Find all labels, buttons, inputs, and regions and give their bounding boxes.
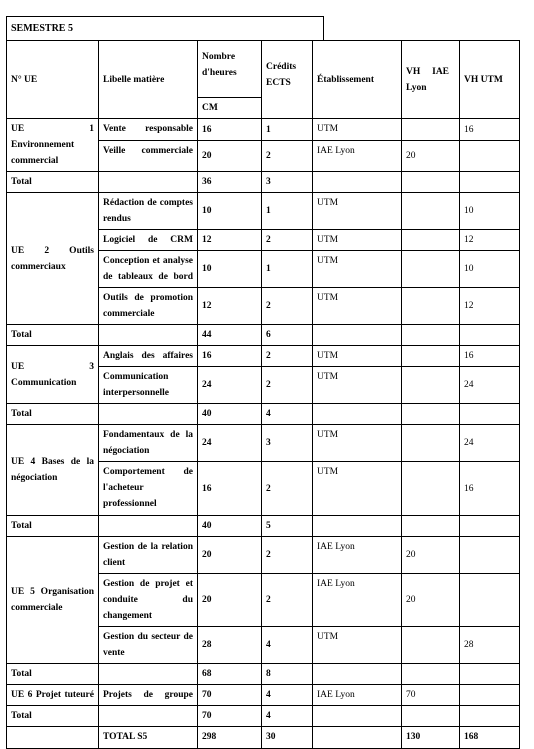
cm-hours: 10: [198, 193, 262, 230]
institution: UTM: [313, 288, 402, 325]
empty-cell: [313, 706, 402, 727]
subject-name: Outils de promotion commerciale: [99, 288, 198, 325]
total-cm: 36: [198, 172, 262, 193]
total-row: [7, 172, 520, 193]
cm-hours: 24: [198, 367, 262, 404]
vh-iae-value: [402, 367, 460, 404]
subject-name: Conception et analyse de tableaux de bord: [99, 251, 198, 288]
subject-name: Rédaction de comptes rendus: [99, 193, 198, 230]
vh-utm-value: 10: [460, 251, 520, 288]
ects-credits: 2: [262, 346, 313, 367]
empty-cell: [460, 664, 520, 685]
course-row: [7, 119, 520, 141]
subject-name: Comportement de l'acheteur professionnel: [99, 462, 198, 516]
empty-cell: [460, 325, 520, 346]
vh-iae-value: [402, 119, 460, 141]
grand-total-label: TOTAL S5: [99, 727, 198, 749]
institution: UTM: [313, 193, 402, 230]
institution: UTM: [313, 119, 402, 141]
vh-utm-value: 10: [460, 193, 520, 230]
cm-hours: 20: [198, 537, 262, 574]
grand-total-cm: 298: [198, 727, 262, 749]
header-hours: Nombre d'heures: [198, 41, 262, 98]
empty-cell: [7, 727, 99, 749]
total-label: Total: [7, 516, 99, 537]
ects-credits: 1: [262, 251, 313, 288]
vh-utm-value: 12: [460, 230, 520, 251]
ue-name: UE 6 Projet tuteuré: [7, 685, 99, 706]
subject-name: Fondamentaux de la négociation: [99, 425, 198, 462]
empty-cell: [313, 727, 402, 749]
ue-name: UE 4 Bases de la négociation: [7, 425, 99, 516]
institution: IAE Lyon: [313, 141, 402, 172]
cm-hours: 28: [198, 627, 262, 664]
institution: IAE Lyon: [313, 537, 402, 574]
total-cm: 68: [198, 664, 262, 685]
subject-name: Anglais des affaires: [99, 346, 198, 367]
vh-iae-value: [402, 346, 460, 367]
grand-total-ects: 30: [262, 727, 313, 749]
ects-credits: 4: [262, 627, 313, 664]
vh-utm-value: [460, 685, 520, 706]
course-row: [7, 346, 520, 367]
subject-name: Vente responsable: [99, 119, 198, 141]
empty-cell: [460, 516, 520, 537]
vh-iae-value: [402, 425, 460, 462]
header-subject: Libelle matière: [99, 41, 198, 119]
total-row: [7, 404, 520, 425]
header-cm: CM: [198, 98, 262, 119]
total-label: Total: [7, 706, 99, 727]
empty-cell: [99, 706, 198, 727]
cm-hours: 20: [198, 141, 262, 172]
total-ects: 5: [262, 516, 313, 537]
ects-credits: 4: [262, 685, 313, 706]
institution: UTM: [313, 462, 402, 516]
ects-credits: 2: [262, 230, 313, 251]
total-label: Total: [7, 325, 99, 346]
ects-credits: 1: [262, 119, 313, 141]
grand-total-row: [7, 727, 520, 749]
vh-iae-value: [402, 193, 460, 230]
total-label: Total: [7, 404, 99, 425]
subject-name: Veille commerciale: [99, 141, 198, 172]
institution: UTM: [313, 251, 402, 288]
course-table-wrapper: [6, 40, 520, 749]
course-row: [7, 685, 520, 706]
header-institution: Établissement: [313, 41, 402, 119]
empty-cell: [402, 172, 460, 193]
cm-hours: 10: [198, 251, 262, 288]
empty-cell: [99, 516, 198, 537]
ue-name: UE 2 Outils commerciaux: [7, 193, 99, 325]
cm-hours: 16: [198, 346, 262, 367]
ue-name: UE 1 Environnement commercial: [7, 119, 99, 172]
total-row: [7, 516, 520, 537]
vh-iae-value: [402, 230, 460, 251]
header-credits: Crédits ECTS: [262, 41, 313, 119]
cm-hours: 12: [198, 288, 262, 325]
ects-credits: 1: [262, 193, 313, 230]
ects-credits: 2: [262, 574, 313, 627]
subject-name: Communication interpersonnelle: [99, 367, 198, 404]
empty-cell: [402, 706, 460, 727]
vh-utm-value: [460, 141, 520, 172]
subject-name: Gestion de la relation client: [99, 537, 198, 574]
empty-cell: [402, 516, 460, 537]
course-table: [6, 40, 520, 749]
institution: UTM: [313, 425, 402, 462]
vh-iae-value: [402, 251, 460, 288]
vh-utm-value: 12: [460, 288, 520, 325]
empty-cell: [402, 664, 460, 685]
total-row: [7, 664, 520, 685]
empty-cell: [99, 172, 198, 193]
vh-utm-value: 16: [460, 462, 520, 516]
ects-credits: 3: [262, 425, 313, 462]
cm-hours: 12: [198, 230, 262, 251]
subject-name: Gestion de projet et conduite du changement: [99, 574, 198, 627]
cm-hours: 24: [198, 425, 262, 462]
cm-hours: 20: [198, 574, 262, 627]
vh-utm-value: 24: [460, 367, 520, 404]
ects-credits: 2: [262, 141, 313, 172]
ue-name: UE 5 Organisation commerciale: [7, 537, 99, 664]
total-row: [7, 325, 520, 346]
header-row: [7, 41, 520, 98]
empty-cell: [313, 404, 402, 425]
vh-iae-value: [402, 462, 460, 516]
total-cm: 40: [198, 516, 262, 537]
institution: UTM: [313, 367, 402, 404]
total-cm: 40: [198, 404, 262, 425]
total-row: [7, 706, 520, 727]
total-ects: 6: [262, 325, 313, 346]
vh-iae-value: [402, 627, 460, 664]
course-row: [7, 425, 520, 462]
empty-cell: [313, 516, 402, 537]
empty-cell: [99, 325, 198, 346]
course-row: [7, 537, 520, 574]
institution: IAE Lyon: [313, 685, 402, 706]
total-label: Total: [7, 172, 99, 193]
empty-cell: [402, 404, 460, 425]
subject-name: Projets de groupe: [99, 685, 198, 706]
vh-utm-value: [460, 574, 520, 627]
institution: IAE Lyon: [313, 574, 402, 627]
empty-cell: [460, 404, 520, 425]
total-ects: 8: [262, 664, 313, 685]
institution: UTM: [313, 346, 402, 367]
ue-name: UE 3 Communication: [7, 346, 99, 404]
course-row: [7, 193, 520, 230]
vh-iae-value: 20: [402, 574, 460, 627]
empty-cell: [460, 706, 520, 727]
cm-hours: 16: [198, 462, 262, 516]
grand-total-iae: 130: [402, 727, 460, 749]
vh-iae-value: [402, 288, 460, 325]
vh-utm-value: [460, 537, 520, 574]
empty-cell: [313, 325, 402, 346]
vh-utm-value: 28: [460, 627, 520, 664]
semester-title: SEMESTRE 5: [6, 16, 324, 41]
header-ue: N° UE: [7, 41, 99, 119]
vh-iae-value: 20: [402, 537, 460, 574]
total-ects: 4: [262, 706, 313, 727]
vh-utm-value: 16: [460, 346, 520, 367]
vh-iae-value: 70: [402, 685, 460, 706]
empty-cell: [313, 664, 402, 685]
total-ects: 4: [262, 404, 313, 425]
semester-table-page: [6, 16, 523, 742]
ects-credits: 2: [262, 537, 313, 574]
empty-cell: [460, 172, 520, 193]
empty-cell: [402, 325, 460, 346]
total-ects: 3: [262, 172, 313, 193]
grand-total-utm: 168: [460, 727, 520, 749]
empty-cell: [99, 404, 198, 425]
header-vh-utm: VH UTM: [460, 41, 520, 119]
institution: UTM: [313, 627, 402, 664]
vh-utm-value: 24: [460, 425, 520, 462]
total-label: Total: [7, 664, 99, 685]
total-cm: 70: [198, 706, 262, 727]
subject-name: Logiciel de CRM: [99, 230, 198, 251]
ects-credits: 2: [262, 288, 313, 325]
header-vh-iae: VH IAE Lyon: [402, 41, 460, 119]
cm-hours: 16: [198, 119, 262, 141]
vh-iae-value: 20: [402, 141, 460, 172]
empty-cell: [313, 172, 402, 193]
cm-hours: 70: [198, 685, 262, 706]
institution: UTM: [313, 230, 402, 251]
ects-credits: 2: [262, 367, 313, 404]
total-cm: 44: [198, 325, 262, 346]
subject-name: Gestion du secteur de vente: [99, 627, 198, 664]
ects-credits: 2: [262, 462, 313, 516]
empty-cell: [99, 664, 198, 685]
vh-utm-value: 16: [460, 119, 520, 141]
